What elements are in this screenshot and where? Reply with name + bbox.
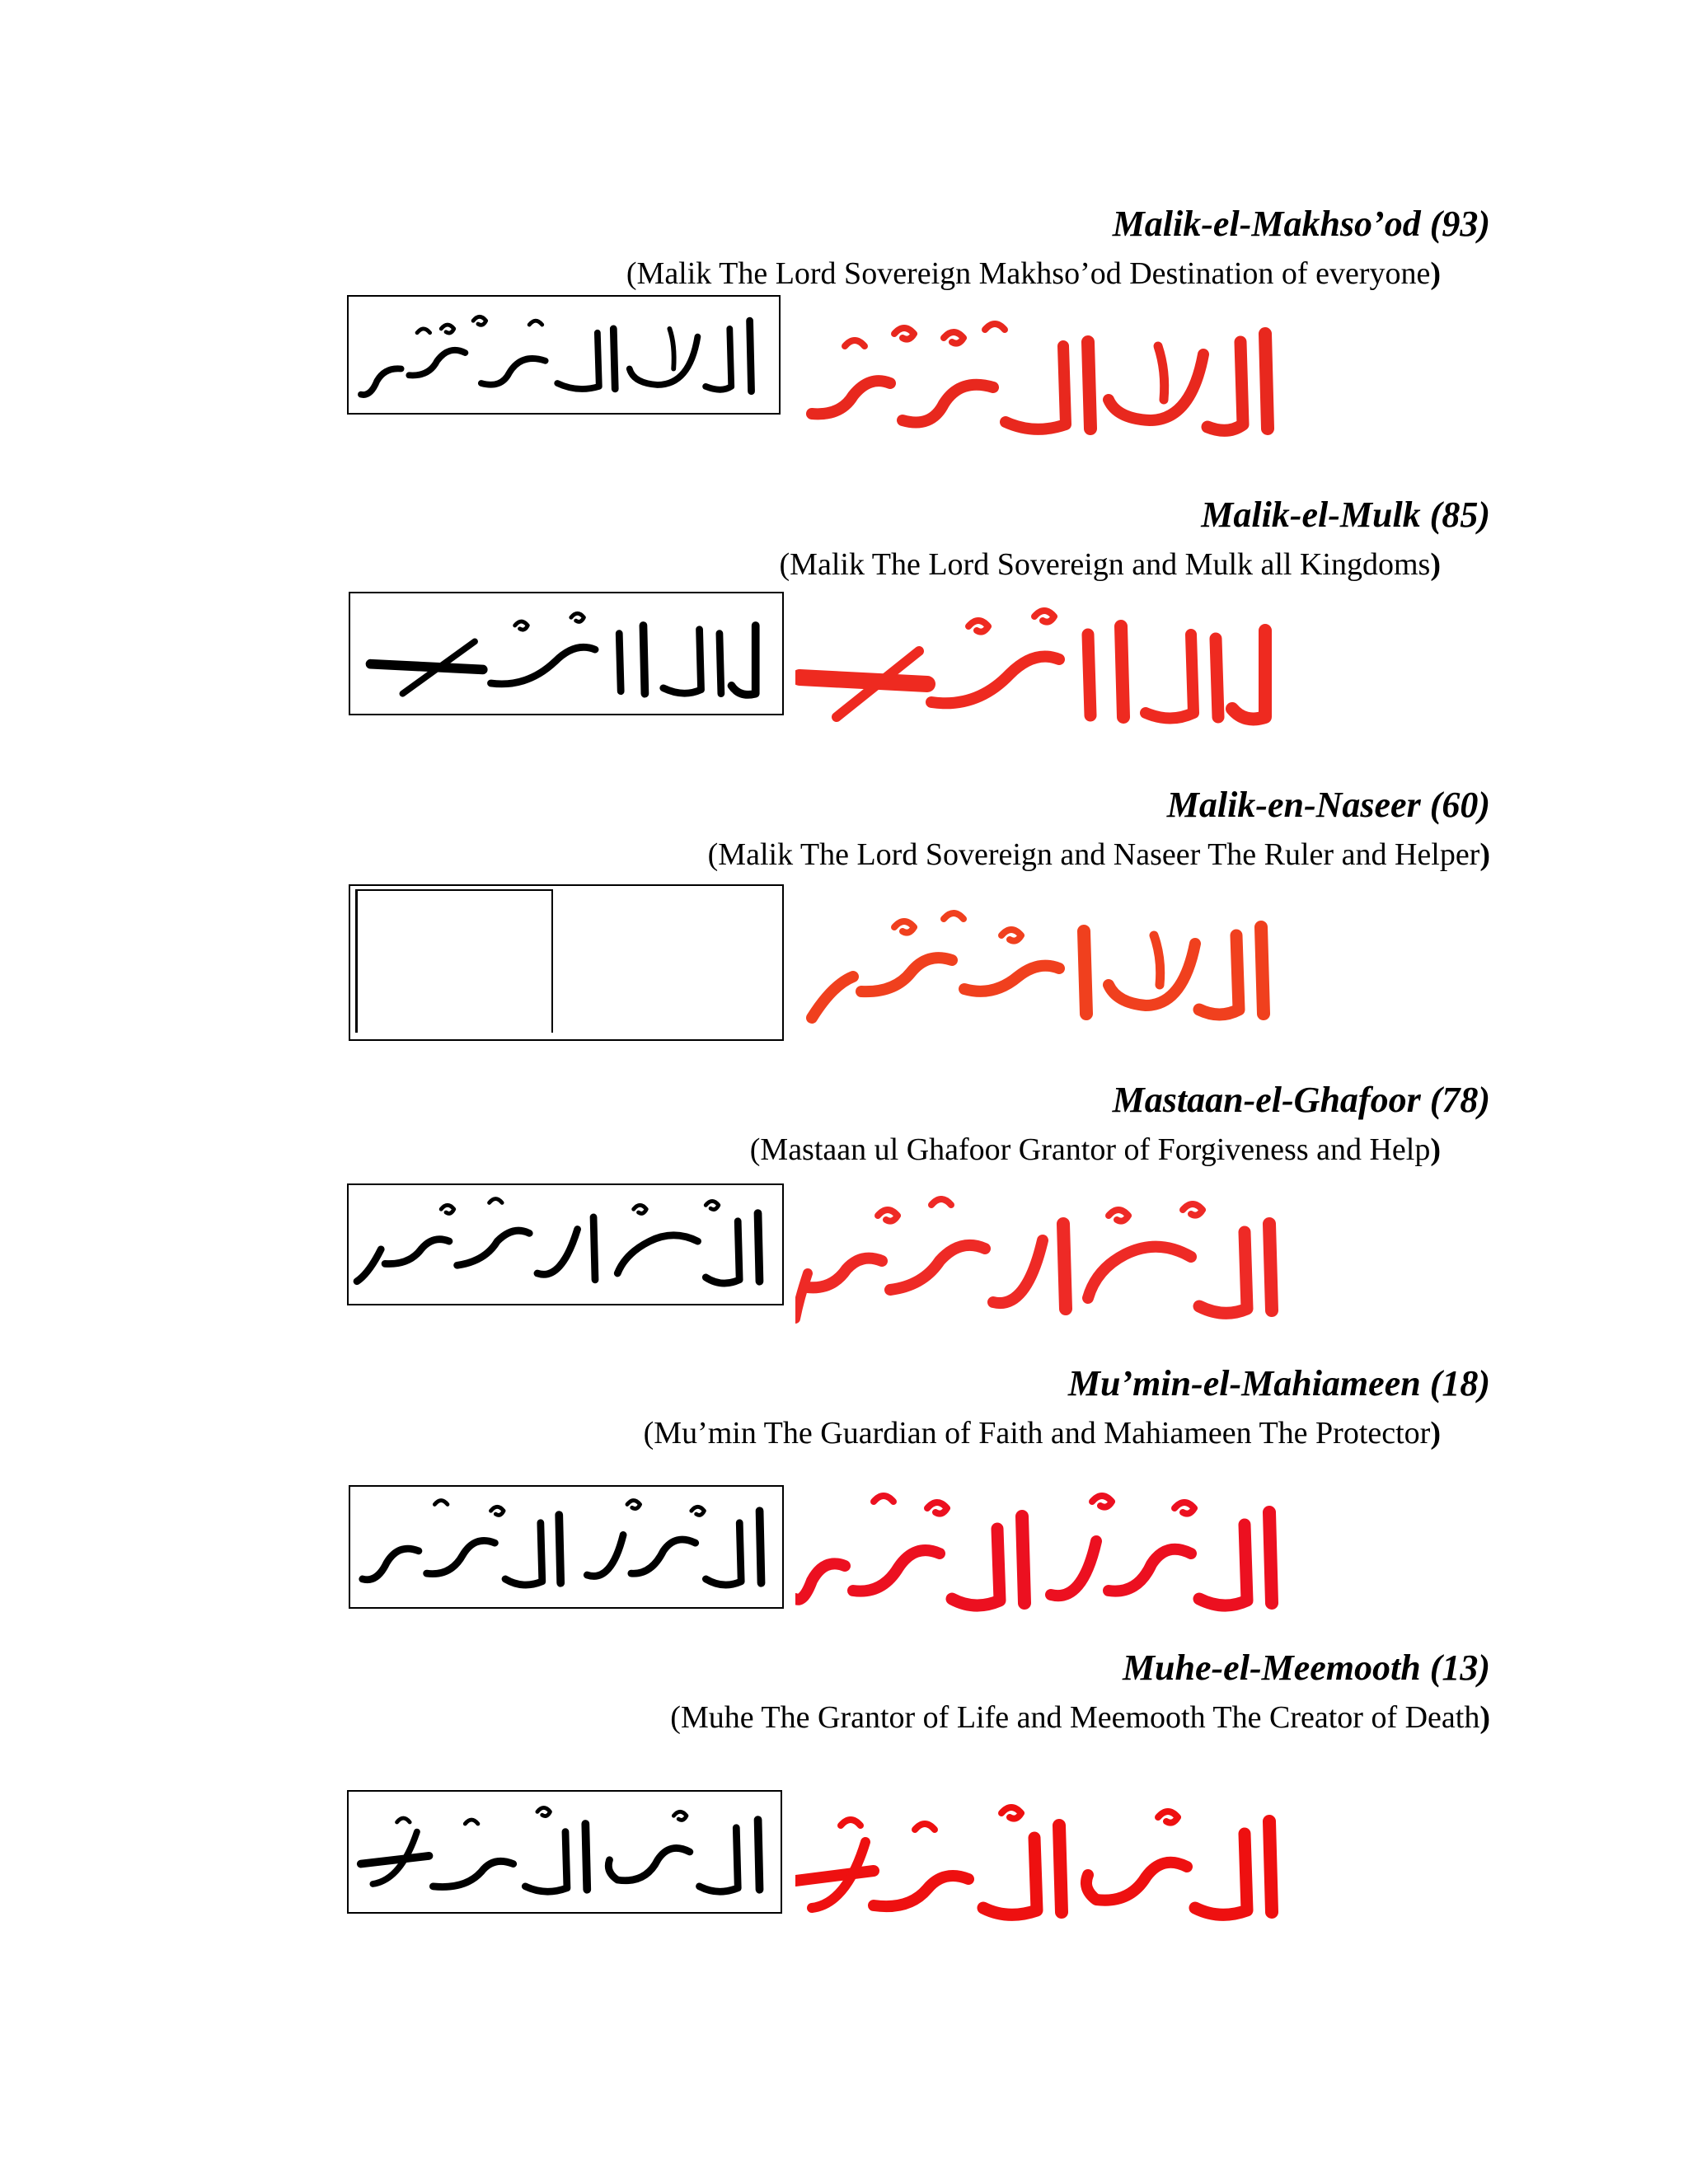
name-meaning — [708, 839, 1490, 870]
name-title: Malik-en-Naseer (60) — [1166, 785, 1490, 825]
calligraphy-black-box — [349, 1485, 784, 1609]
meaning-text: (Mastaan ul Ghafoor Grantor of Forgiveness and Help — [749, 1132, 1431, 1167]
calligraphy-black-box — [347, 295, 781, 415]
meaning-close: ) — [1479, 837, 1490, 872]
name-title: Mastaan-el-Ghafoor (78) — [1112, 1080, 1490, 1120]
arabic-calligraphy-black-icon — [350, 1487, 782, 1607]
arabic-calligraphy-red-icon — [795, 305, 1290, 449]
meaning-close: ) — [1479, 1700, 1490, 1735]
name-title: Mu’min-el-Mahiameen (18) — [1067, 1363, 1490, 1404]
name-meaning — [670, 1702, 1490, 1733]
meaning-close: ) — [1430, 256, 1441, 291]
meaning-close: ) — [1430, 547, 1441, 582]
meaning-text: (Mu’min The Guardian of Faith and Mahiameen The Protector — [643, 1416, 1431, 1451]
meaning-text: (Malik The Lord Sovereign and Mulk all Kingdoms — [779, 547, 1431, 582]
arabic-calligraphy-red-icon — [795, 1483, 1290, 1628]
arabic-calligraphy-red-icon — [795, 894, 1290, 1038]
name-meaning — [626, 258, 1441, 289]
arabic-calligraphy-black-icon — [349, 297, 779, 413]
calligraphy-black-box — [349, 592, 784, 715]
empty-image-frame — [349, 884, 784, 1041]
calligraphy-black-box — [347, 1790, 782, 1914]
arabic-calligraphy-black-icon — [350, 593, 782, 714]
meaning-text: (Malik The Lord Sovereign and Naseer The Ruler and Helper — [707, 837, 1480, 872]
inner-frame — [355, 889, 553, 1033]
arabic-calligraphy-red-icon — [795, 593, 1290, 738]
name-title: Muhe-el-Meemooth (13) — [1122, 1647, 1490, 1688]
meaning-close: ) — [1430, 1132, 1441, 1167]
meaning-text: (Muhe The Grantor of Life and Meemooth The Creator of Death — [670, 1700, 1480, 1735]
name-meaning — [644, 1418, 1441, 1449]
name-title: Malik-el-Makhso’od (93) — [1112, 204, 1490, 244]
name-title: Malik-el-Mulk (85) — [1201, 494, 1490, 535]
meaning-close: ) — [1430, 1416, 1441, 1451]
arabic-calligraphy-red-icon — [795, 1187, 1290, 1331]
arabic-calligraphy-black-icon — [349, 1792, 781, 1912]
arabic-calligraphy-red-icon — [795, 1788, 1290, 1933]
meaning-text: (Malik The Lord Sovereign Makhso’od Destination of everyone — [626, 256, 1431, 291]
name-meaning — [750, 1134, 1441, 1165]
name-meaning — [780, 549, 1441, 580]
calligraphy-black-box — [347, 1183, 784, 1305]
arabic-calligraphy-black-icon — [349, 1185, 782, 1304]
